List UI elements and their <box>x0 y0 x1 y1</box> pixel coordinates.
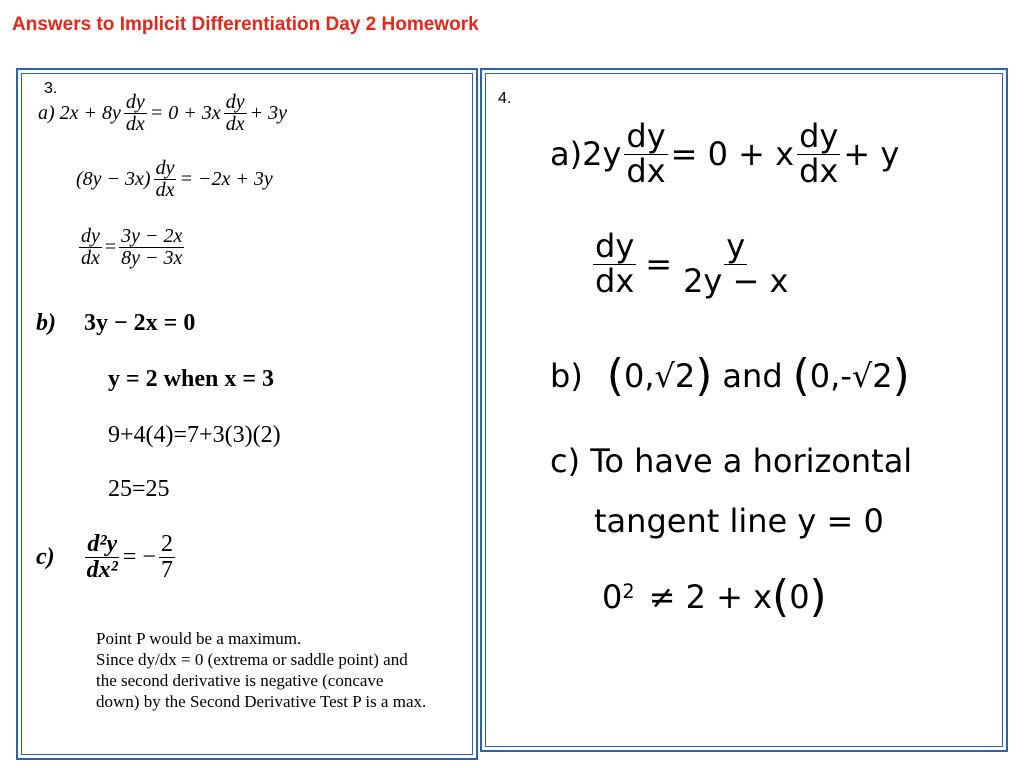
problem-3c-line: c) $\frac{\text{d²y}}{\text{dx²}}$ = − $\frac{2}{7}$ <box>36 531 173 584</box>
problem-3-panel <box>16 68 478 760</box>
explanation-line: down) by the Second Derivative Test P is a max. <box>96 692 427 711</box>
problem-3b-line-4: 25=25 <box>108 476 170 502</box>
problem-3b-line-3: 9+4(4)=7+3(3)(2) <box>108 422 281 448</box>
problem-3a-line-1: a) 2x + 8y $\frac{dy}{dx}$ = 0 + 3x $\frac{dy}{dx}$ + 3y <box>38 91 287 135</box>
problem-4-panel <box>480 68 1008 752</box>
problem-3c-explanation <box>96 628 426 712</box>
problem-4c-line-3: 0 $^2$ ≠ 2 + x ( 0 ) <box>602 571 827 622</box>
page-title: Answers to Implicit Differentiation Day 2 Homework <box>12 14 479 35</box>
explanation-line: Since dy/dx = 0 (extrema or saddle point) and <box>96 650 408 669</box>
problem-4-number: 4. <box>498 90 512 107</box>
problem-3a-line-3: $\frac{dy}{dx}$ = $\frac{3y - 2x}{8y - 3x}$ <box>81 225 183 269</box>
problem-4a-line-2: $\frac{dy}{dx}$ = $\frac{y}{2y - x}$ <box>595 227 789 300</box>
problem-4c-line-1: c) To have a horizontal <box>550 442 913 480</box>
problem-3b-line-2: y = 2 when x = 3 <box>108 366 275 392</box>
problem-4c-line-2: tangent line y = 0 <box>594 502 884 540</box>
problem-3-number: 3. <box>44 80 58 97</box>
problem-3b-line-1: b) 3y − 2x = 0 <box>36 310 196 336</box>
problem-4b-line: b) ( 0,√2 ) and ( 0,-√2 ) <box>550 350 910 401</box>
explanation-line: the second derivative is negative (concave <box>96 671 384 690</box>
explanation-line: Point P would be a maximum. <box>96 629 302 648</box>
problem-4a-line-1: a)2y $\frac{dy}{dx}$ = 0 + x $\frac{dy}{dx}$ + y <box>550 117 900 190</box>
problem-3a-line-2: (8y − 3x) $\frac{dy}{dx}$ = −2x + 3y <box>76 157 273 201</box>
